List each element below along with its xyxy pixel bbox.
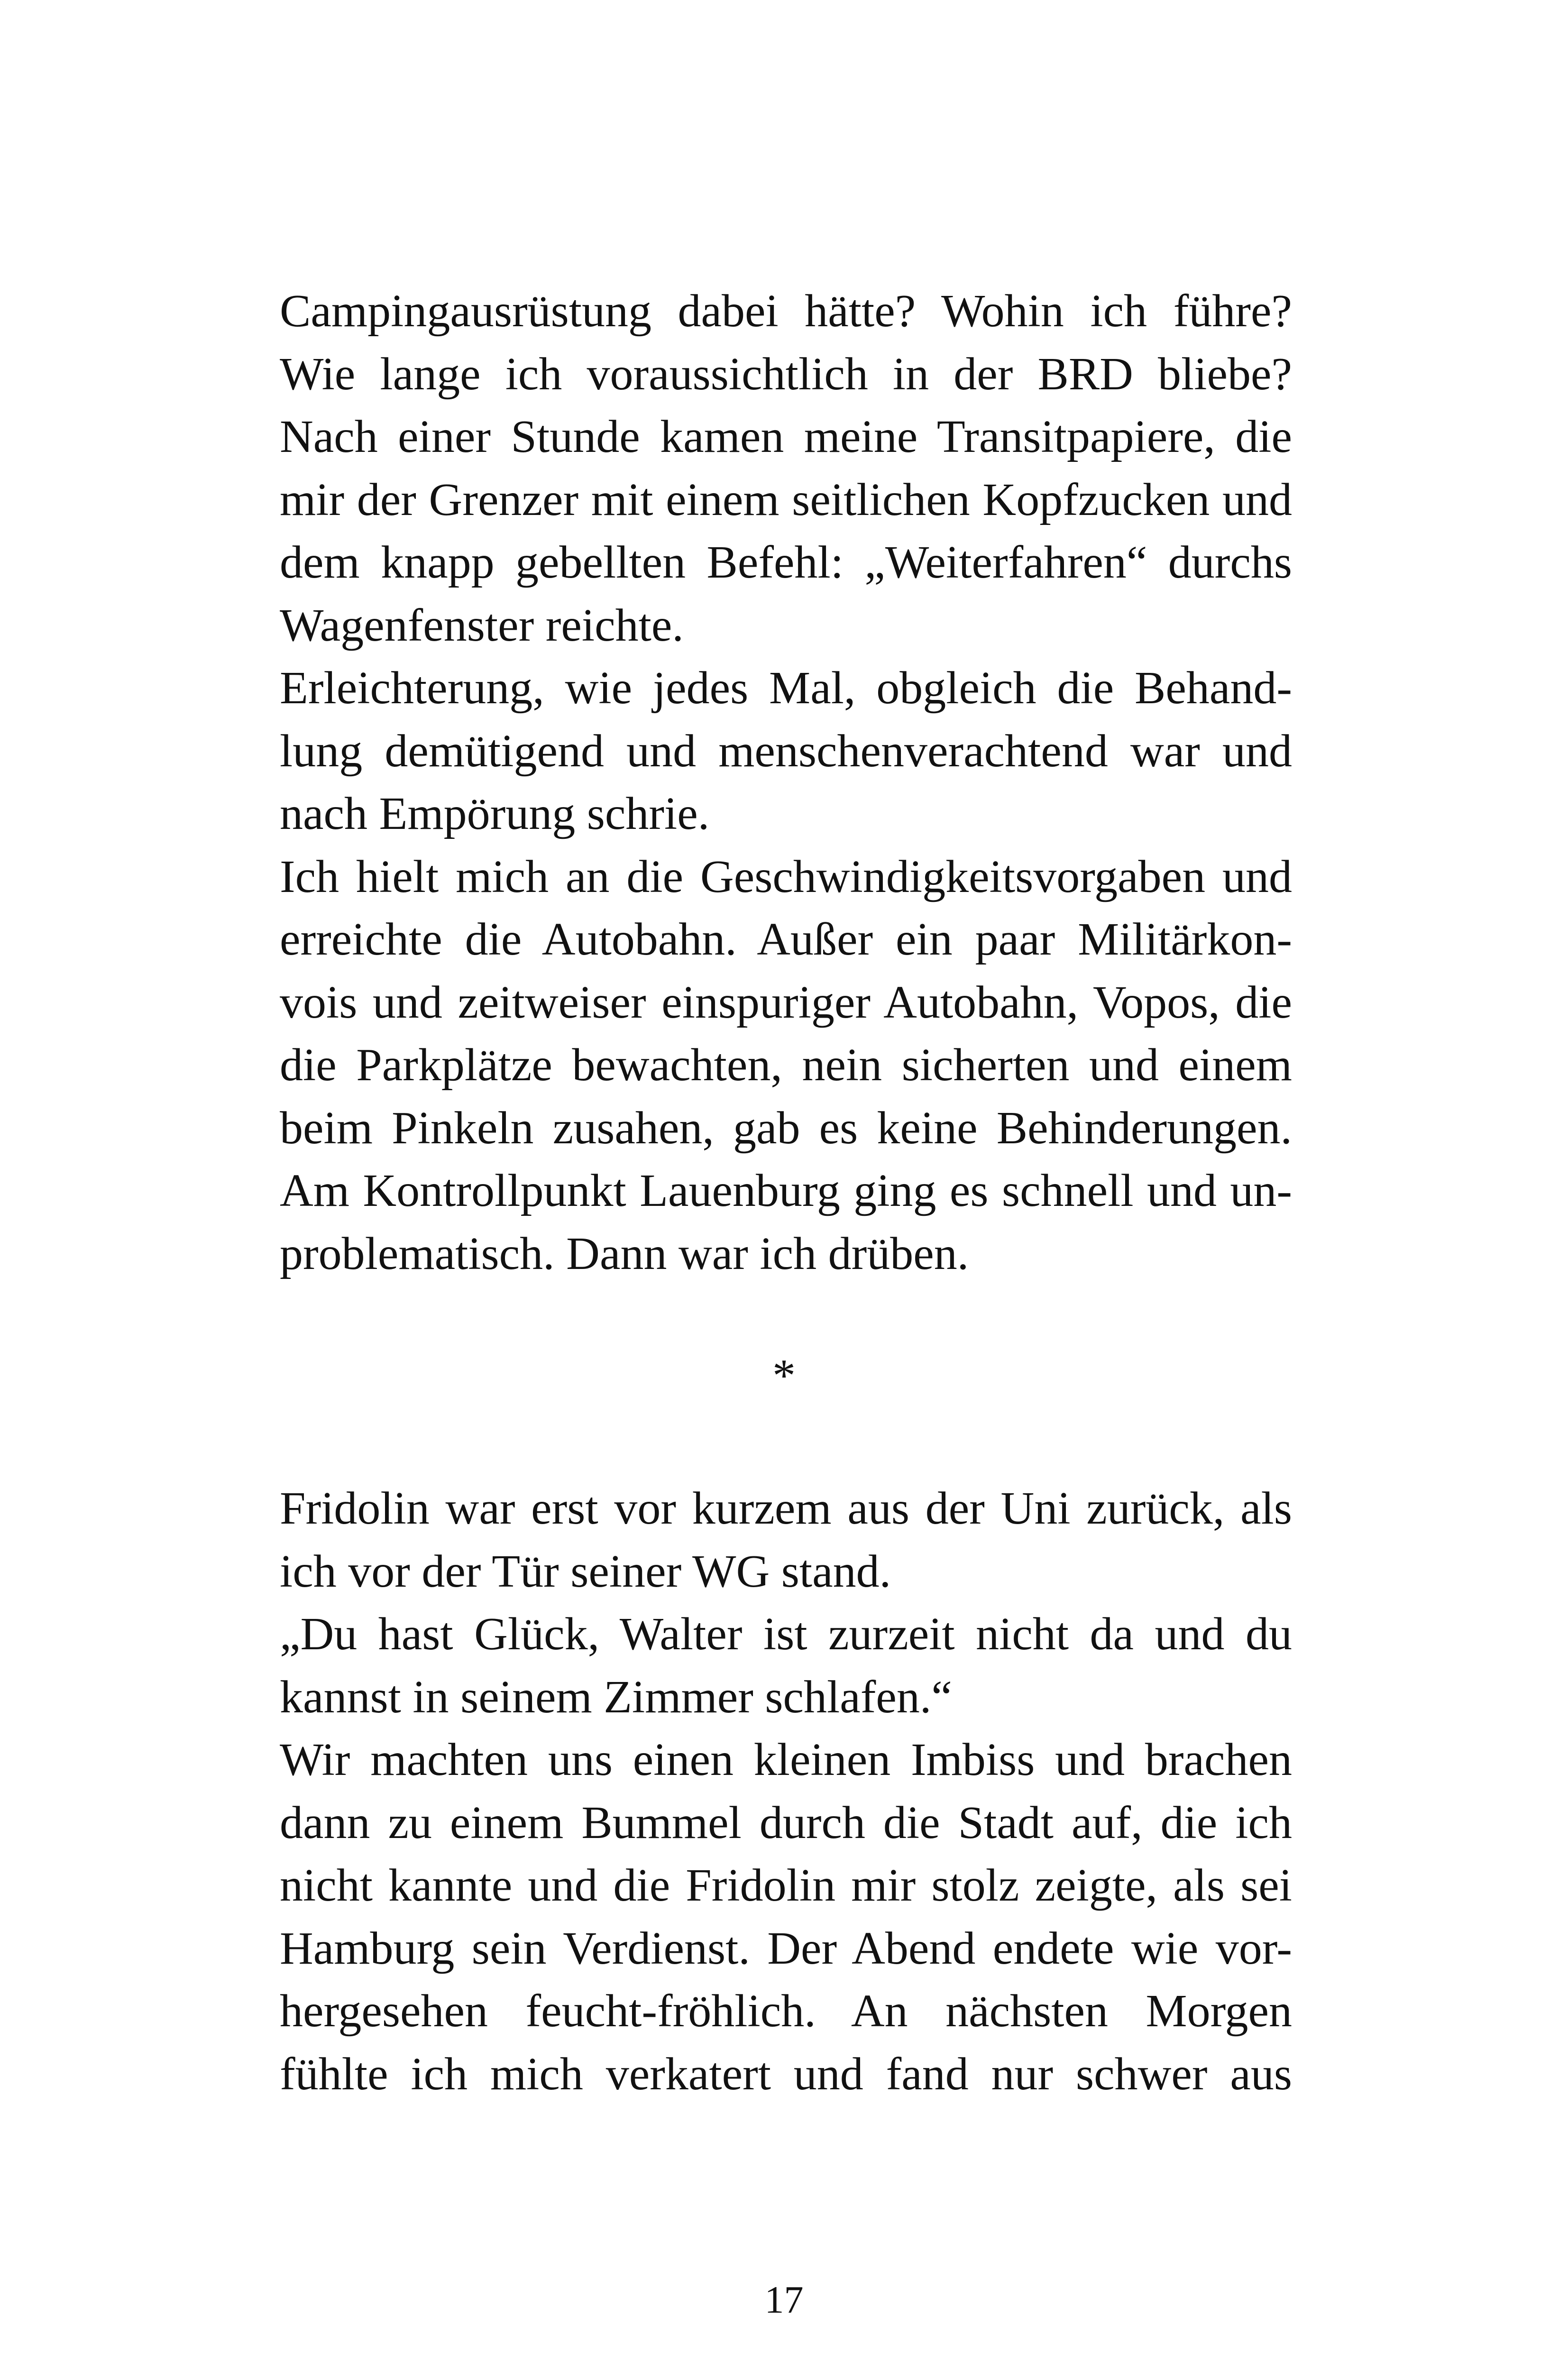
text-line: „Du hast Glück, Walter ist zurzeit nicht da und du — [280, 1608, 1292, 1660]
text-line: fühlte ich mich verkatert und fand nur schwer aus — [280, 2048, 1292, 2100]
text-line: vois und zeitweiser einspuriger Autobahn, Vopos, die — [280, 976, 1292, 1028]
text-line: Nach einer Stunde kamen meine Transitpapiere, die — [280, 411, 1292, 462]
text-line: ich vor der Tür seiner WG stand. — [280, 1545, 891, 1597]
text-line: Am Kontrollpunkt Lauenburg ging es schnell und un- — [280, 1165, 1292, 1216]
text-line: Wagenfenster reichte. — [280, 599, 684, 651]
text-line: nicht kannte und die Fridolin mir stolz zeigte, als sei — [280, 1860, 1292, 1911]
text-line: dann zu einem Bummel durch die Stadt auf, die ich — [280, 1797, 1292, 1848]
section-separator: * — [772, 1350, 796, 1401]
text-line: Wir machten uns einen kleinen Imbiss und brachen — [280, 1734, 1292, 1785]
text-line: die Parkplätze bewachten, nein sicherten und einem — [280, 1039, 1292, 1091]
text-line: Erleichterung, wie jedes Mal, obgleich die Behand- — [280, 662, 1292, 714]
text-line: dem knapp gebellten Befehl: „Weiterfahren“ durchs — [280, 537, 1292, 588]
text-line: lung demütigend und menschenverachtend war und — [280, 725, 1292, 777]
text-line: beim Pinkeln zusahen, gab es keine Behinderungen. — [280, 1102, 1292, 1154]
body-text-block-1 — [280, 280, 1292, 1285]
text-line: hergesehen feucht-fröhlich. An nächsten Morgen — [280, 1985, 1292, 2037]
text-line: Fridolin war erst vor kurzem aus der Uni zurück, als — [280, 1483, 1292, 1534]
text-line: nach Empörung schrie. — [280, 788, 710, 839]
text-line: erreichte die Autobahn. Außer ein paar Militärkon- — [280, 914, 1292, 965]
text-line: kannst in seinem Zimmer schlafen.“ — [280, 1671, 952, 1723]
text-line: Wie lange ich voraussichtlich in der BRD bliebe? — [280, 348, 1292, 400]
text-line: Ich hielt mich an die Geschwindigkeitsvorgaben und — [280, 851, 1292, 902]
text-line: problematisch. Dann war ich drüben. — [280, 1228, 969, 1279]
text-line: Hamburg sein Verdienst. Der Abend endete wie vor- — [280, 1922, 1292, 1974]
page-number: 17 — [764, 2278, 804, 2321]
text-line: Campingausrüstung dabei hätte? Wohin ich führe? — [280, 285, 1292, 337]
body-text-block-2 — [280, 1477, 1292, 2105]
text-line: mir der Grenzer mit einem seitlichen Kopfzucken und — [280, 474, 1292, 525]
